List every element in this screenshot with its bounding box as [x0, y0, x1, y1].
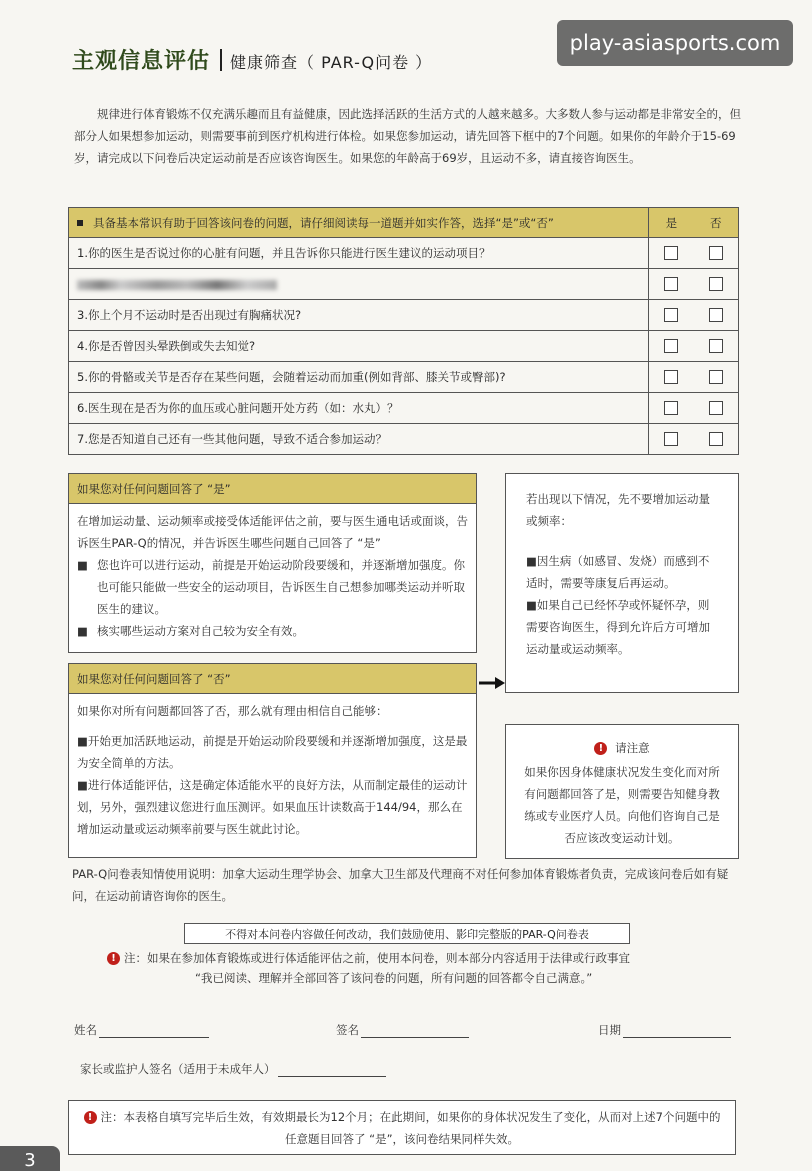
caution-intro: 若出现以下情况，先不要增加运动量或频率：	[526, 492, 710, 528]
page-header	[72, 44, 432, 75]
no-column-header: 否	[694, 208, 739, 238]
footer-note-box	[68, 1100, 736, 1155]
signature-label: 签名	[336, 1023, 359, 1037]
legal-note: 注：如果在参加体育锻炼或进行体适能评估之前，使用本问卷，则本部分内容适用于法律或行政事宜	[124, 951, 630, 965]
question-row	[69, 300, 739, 331]
attention-text: 如果你因身体健康状况发生变化而对所有问题都回答了是，则需要告知健身教练或专业医疗人员。向他们咨询自己是否应该改变运动计划。	[524, 765, 720, 845]
question-text: 6.医生现在是否为你的血压或心脏问题开处方药（如：水丸）？	[69, 393, 649, 424]
yes-checkbox[interactable]	[664, 401, 678, 415]
caution-box	[505, 473, 739, 693]
question-row	[69, 424, 739, 455]
watermark: play-asiasports.com	[557, 20, 793, 66]
name-field	[74, 1022, 209, 1038]
title-divider	[220, 49, 222, 71]
no-box-header: 如果您对任何问题回答了 “否”	[69, 664, 476, 694]
question-text: 1.你的医生是否说过你的心脏有问题，并且告诉你只能进行医生建议的运动项目？	[69, 238, 649, 269]
list-item: ■ 您也许可以进行运动，前提是开始运动阶段要缓和，并逐渐增加强度。你也可能只能做一些安全的运动项目，告诉医生自己想参加哪类运动并听取医生的建议。	[77, 554, 468, 620]
question-text: 3.你上个月不运动时是否出现过有胸痛状况?	[69, 300, 649, 331]
attention-box	[505, 724, 739, 859]
no-answer-box	[68, 663, 477, 858]
date-label: 日期	[598, 1023, 621, 1037]
no-box-paragraph: 如果你对所有问题都回答了否，那么就有理由相信自己能够：	[77, 704, 388, 718]
questionnaire-table	[68, 207, 739, 455]
page-number: 3	[0, 1146, 60, 1171]
list-item: ■因生病（如感冒、发烧）而感到不适时，需要等康复后再运动。	[526, 554, 710, 590]
exclamation-icon: !	[594, 742, 607, 755]
guardian-field	[80, 1061, 386, 1077]
yes-checkbox[interactable]	[664, 370, 678, 384]
question-row	[69, 362, 739, 393]
question-row	[69, 269, 739, 300]
questionnaire-header-row	[69, 208, 739, 238]
yes-checkbox[interactable]	[664, 308, 678, 322]
yes-column-header: 是	[649, 208, 694, 238]
bullet-icon: ■	[77, 624, 88, 638]
date-line[interactable]	[623, 1024, 731, 1038]
no-checkbox[interactable]	[709, 370, 723, 384]
bullet-icon: ■	[77, 558, 88, 572]
yes-checkbox[interactable]	[664, 339, 678, 353]
question-row	[69, 238, 739, 269]
guardian-label: 家长或监护人签名（适用于未成年人）	[80, 1062, 276, 1076]
exclamation-icon: !	[107, 952, 120, 965]
no-checkbox[interactable]	[709, 246, 723, 260]
question-row	[69, 331, 739, 362]
page-title: 主观信息评估	[72, 49, 211, 74]
notice-box: 不得对本问卷内容做任何改动，我们鼓励使用、影印完整版的PAR-Q问卷表	[184, 923, 630, 944]
arrow-right-icon	[479, 676, 505, 690]
exclamation-icon: !	[84, 1111, 97, 1124]
name-line[interactable]	[99, 1024, 209, 1038]
name-label: 姓名	[74, 1023, 97, 1037]
signature-field	[336, 1022, 469, 1038]
yes-answer-box	[68, 473, 477, 653]
question-text: 5.你的骨骼或关节是否存在某些问题，会随着运动而加重(例如背部、膝关节或臀部)?	[69, 362, 649, 393]
list-item: ■开始更加活跃地运动，前提是开始运动阶段要缓和并逐渐增加强度，这是最为安全简单的方法。	[77, 734, 468, 770]
redacted-question	[77, 280, 277, 290]
no-checkbox[interactable]	[709, 339, 723, 353]
list-item: ■如果自己已经怀孕或怀疑怀孕，则需要咨询医生，得到允许后方可增加运动量或运动频率。	[526, 598, 710, 656]
guardian-line[interactable]	[278, 1063, 386, 1077]
intro-paragraph: 规律进行体育锻炼不仅充满乐趣而且有益健康，因此选择活跃的生活方式的人越来越多。大多数人参与运动都是非常安全的，但部分人如果想参加运动，则需要事前到医疗机构进行体检。如果您参加运动，请先回答下框中的7个问题。如果你的年龄介于15-69岁，请完成以下问卷后决定运动前是否应该咨询医生。如果您的年龄高于69岁，且运动不多，请直接咨询医生。	[74, 107, 741, 165]
question-text: 7.您是否知道自己还有一些其他问题，导致不适合参加运动？	[69, 424, 649, 455]
date-field	[598, 1022, 731, 1038]
questionnaire-header: 具备基本常识有助于回答该问卷的问题，请仔细阅读每一道题并如实作答，选择“是”或“否”	[93, 215, 554, 230]
no-checkbox[interactable]	[709, 308, 723, 322]
footer-note: 注：本表格自填写完毕后生效，有效期最长为12个月；在此期间，如果你的身体状况发生了变化，从而对上述7个问题中的任意题目回答了 “是”，该问卷结果同样失效。	[100, 1110, 721, 1146]
question-row	[69, 393, 739, 424]
question-text: 4.你是否曾因头晕跌倒或失去知觉?	[69, 331, 649, 362]
no-checkbox[interactable]	[709, 432, 723, 446]
consent-quote: “我已阅读、理解并全部回答了该问卷的问题，所有问题的回答都令自己满意。”	[195, 971, 593, 985]
page-subtitle: 健康筛查（ PAR-Q问卷 ）	[230, 53, 433, 72]
list-item: ■进行体适能评估，这是确定体适能水平的良好方法，从而制定最佳的运动计划，另外，强烈建议您进行血压测评。如果血压计读数高于144/94，那么在增加运动量或运动频率前要与医生就此讨论。	[77, 778, 468, 836]
no-checkbox[interactable]	[709, 401, 723, 415]
signature-line[interactable]	[361, 1024, 469, 1038]
disclaimer-text: PAR-Q问卷表知情使用说明：加拿大运动生理学协会、加拿大卫生部及代理商不对任何参加体育锻炼者负责，完成该问卷后如有疑问，在运动前请咨询你的医生。	[72, 867, 729, 903]
yes-checkbox[interactable]	[664, 277, 678, 291]
yes-box-paragraph: 在增加运动量、运动频率或接受体适能评估之前，要与医生通电话或面谈，告诉医生PAR-Q的情况，并告诉医生哪些问题自己回答了 “是”	[77, 514, 468, 550]
attention-title: 请注意	[615, 741, 650, 755]
list-item: ■ 核实哪些运动方案对自己较为安全有效。	[77, 620, 468, 642]
no-checkbox[interactable]	[709, 277, 723, 291]
bullet-icon	[77, 220, 83, 226]
yes-checkbox[interactable]	[664, 246, 678, 260]
yes-checkbox[interactable]	[664, 432, 678, 446]
yes-box-header: 如果您对任何问题回答了 “是”	[69, 474, 476, 504]
